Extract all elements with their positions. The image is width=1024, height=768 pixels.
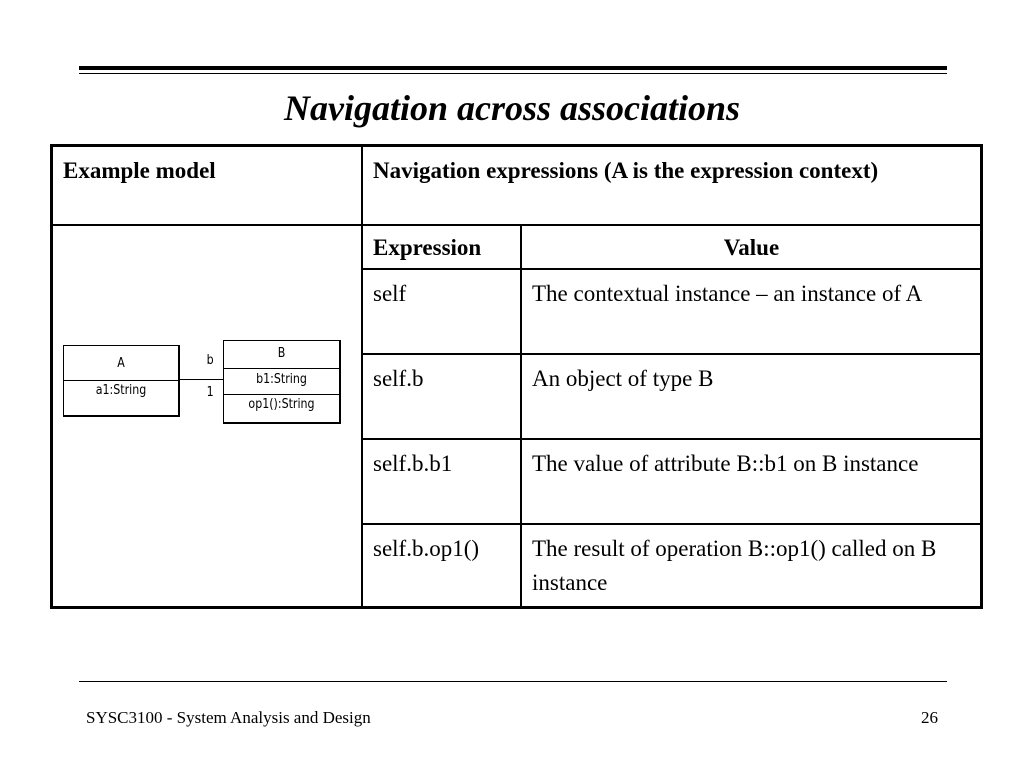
navigation-table: [50, 144, 983, 609]
row-value: An object of type B: [532, 366, 714, 391]
footer-rule: [79, 681, 947, 682]
row-expression: self.b: [373, 366, 424, 391]
uml-class-b-divider-2: [224, 394, 339, 395]
header-rule-thin: [79, 73, 947, 74]
row-expression: self.b.op1(): [373, 536, 480, 561]
row-value: The contextual instance – an instance of A: [532, 281, 923, 306]
slide-title: Navigation across associations: [283, 88, 741, 128]
divider-col2: [520, 226, 522, 606]
uml-class-b-divider-1: [224, 368, 339, 369]
uml-class-b-attribute: b1:String: [256, 372, 307, 387]
uml-class-b-operation: op1():String: [248, 397, 315, 412]
uml-class-b-name: B: [277, 346, 286, 361]
header-example-model: Example model: [63, 158, 216, 183]
uml-association-line: [180, 379, 223, 380]
footer-course: SYSC3100 - System Analysis and Design: [86, 708, 371, 727]
uml-role-name: b: [206, 353, 214, 368]
uml-class-a-attribute: a1:String: [95, 383, 147, 398]
header-navigation-expressions: Navigation expressions (A is the expression context): [373, 158, 879, 183]
uml-multiplicity: 1: [206, 385, 214, 400]
divider-row1: [363, 353, 980, 355]
row-value: The value of attribute B::b1 on B instance: [532, 451, 919, 476]
uml-class-a-name: A: [117, 356, 125, 371]
divider-row2: [363, 438, 980, 440]
subheader-expression: Expression: [373, 235, 482, 260]
row-expression: self: [373, 281, 407, 306]
row-value: The result of operation B::op1() called on B instance: [532, 536, 937, 595]
uml-class-b: [223, 340, 341, 424]
divider-row3: [363, 523, 980, 525]
subheader-value: Value: [723, 235, 780, 260]
uml-class-a-divider: [64, 380, 178, 381]
divider-header: [53, 224, 980, 226]
divider-subheader: [363, 268, 980, 270]
row-expression: self.b.b1: [373, 451, 453, 476]
uml-class-a: [63, 345, 180, 417]
header-rule-thick: [79, 66, 947, 70]
footer-page-number: 26: [921, 708, 938, 727]
divider-col1: [361, 147, 363, 606]
